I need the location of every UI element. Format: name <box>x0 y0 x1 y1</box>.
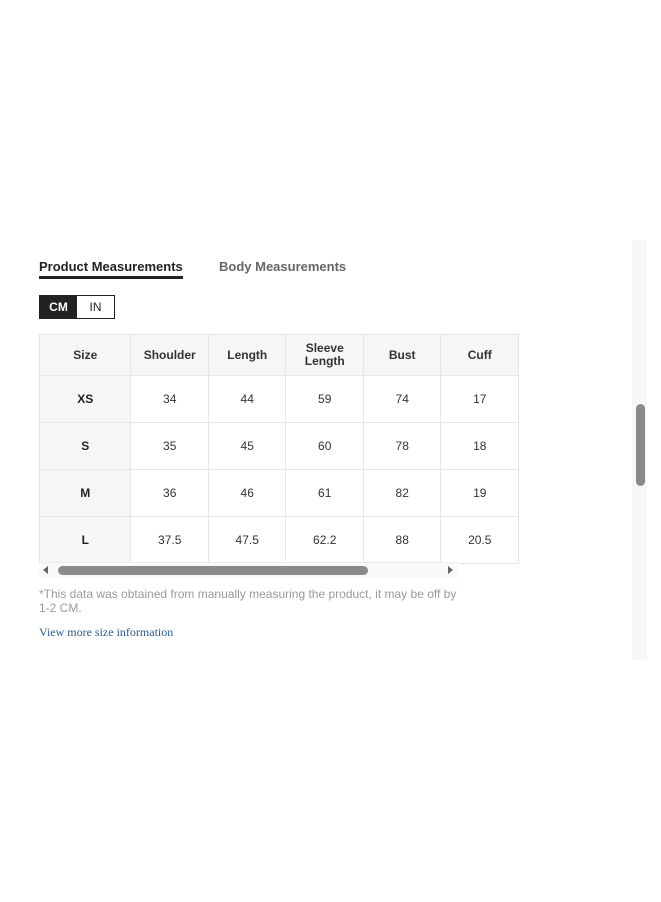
table-cell: 47.5 <box>208 517 286 564</box>
column-header-sleeve-length: Sleeve Length <box>286 335 364 376</box>
size-cell: S <box>40 423 131 470</box>
unit-toggle <box>39 295 115 319</box>
unit-cm-button[interactable]: CM <box>40 296 77 318</box>
tab-product-measurements[interactable]: Product Measurements <box>39 259 183 279</box>
table-cell: 34 <box>131 376 209 423</box>
table-cell: 35 <box>131 423 209 470</box>
vertical-scrollbar[interactable] <box>636 404 645 486</box>
table-header-row <box>40 335 519 376</box>
column-header-size: Size <box>40 335 131 376</box>
table-cell: 19 <box>441 470 519 517</box>
size-cell: M <box>40 470 131 517</box>
table-cell: 62.2 <box>286 517 364 564</box>
table-cell: 74 <box>363 376 441 423</box>
table-cell: 17 <box>441 376 519 423</box>
table-cell: 44 <box>208 376 286 423</box>
table-cell: 88 <box>363 517 441 564</box>
table-cell: 45 <box>208 423 286 470</box>
table-row <box>40 470 519 517</box>
table-cell: 60 <box>286 423 364 470</box>
table-cell: 46 <box>208 470 286 517</box>
horizontal-scroll-thumb[interactable] <box>58 566 368 575</box>
tab-body-measurements[interactable]: Body Measurements <box>219 259 347 274</box>
table-cell: 18 <box>441 423 519 470</box>
table-cell: 36 <box>131 470 209 517</box>
table-cell: 82 <box>363 470 441 517</box>
table-cell: 59 <box>286 376 364 423</box>
column-header-length: Length <box>208 335 286 376</box>
table-row <box>40 376 519 423</box>
table-cell: 20.5 <box>441 517 519 564</box>
measurement-note: *This data was obtained from manually measuring the product, it may be off by 1-2 CM. <box>39 587 457 615</box>
size-table-viewport <box>39 334 492 562</box>
table-cell: 37.5 <box>131 517 209 564</box>
table-cell: 61 <box>286 470 364 517</box>
measurement-tabs <box>39 259 439 281</box>
horizontal-scrollbar[interactable] <box>39 562 459 578</box>
column-header-shoulder: Shoulder <box>131 335 209 376</box>
column-header-cuff: Cuff <box>441 335 519 376</box>
scroll-right-arrow-icon[interactable] <box>448 566 453 574</box>
size-cell: XS <box>40 376 131 423</box>
size-cell: L <box>40 517 131 564</box>
table-row <box>40 423 519 470</box>
column-header-bust: Bust <box>363 335 441 376</box>
table-cell: 78 <box>363 423 441 470</box>
size-table <box>39 334 519 564</box>
table-row <box>40 517 519 564</box>
unit-in-button[interactable]: IN <box>77 296 114 318</box>
view-more-size-link[interactable]: View more size information <box>39 625 174 639</box>
scroll-left-arrow-icon[interactable] <box>43 566 48 574</box>
